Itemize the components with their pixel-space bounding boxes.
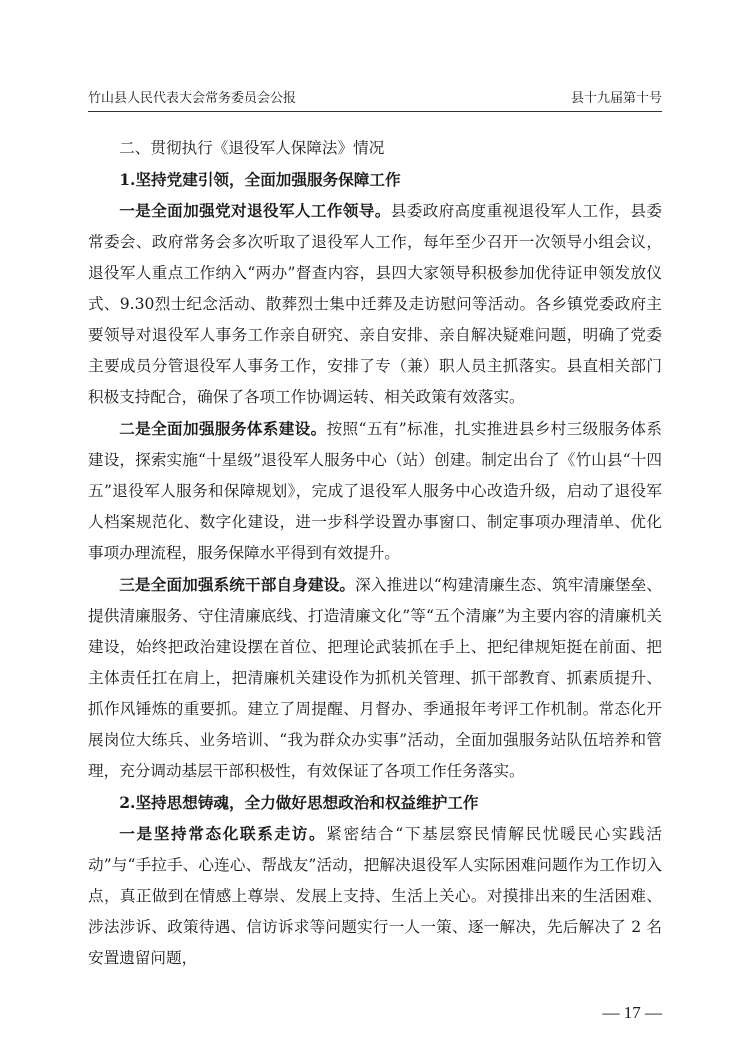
header-publication-title: 竹山县人民代表大会常务委员会公报 [88,91,297,106]
subsection-heading-2: 2.坚持思想铸魂，全力做好思想政治和权益维护工作 [119,793,479,812]
section-heading: 二、贯彻执行《退役军人保障法》情况 [119,139,385,157]
header-divider [88,111,662,112]
paragraph-1-lead: 一是全面加强党对退役军人工作领导。 [119,201,391,220]
paragraph-2-lead: 二是全面加强服务体系建设。 [119,419,327,438]
page-header [88,88,662,110]
paragraph-3 [88,569,662,787]
paragraph-1 [88,195,662,413]
subsection-heading-1: 1.坚持党建引领，全面加强服务保障工作 [119,170,401,189]
page-number: — 17 — [602,1003,662,1022]
paragraph-2-text: 按照“五有”标准，扎实推进县乡村三级服务体系建设，探索实施“十星级”退役军人服务中心（站）创建。制定出台了《竹山县“十四五”退役军人服务和保障规划》，完成了退役军人服务中心改造升级，启动了退役军人档案规范化、数字化建设，进一步科学设置办事窗口、制定事项办理清单、优化事项办理流程，服务保障水平得到有效提升。 [88,420,662,562]
paragraph-2 [88,413,662,569]
paragraph-4-text: 紧密结合“下基层察民情解民忧暖民心实践活动”与“手拉手、心连心、帮战友”活动，把解决退役军人实际困难问题作为工作切入点，真正做到在情感上尊崇、发展上支持、生活上关心。对摸排出来的生活困难、涉法涉诉、政策待遇、信访诉求等问题实行一人一策、逐一解决，先后解决了 2 名安置遗留问题， [88,825,662,967]
paragraph-1-text: 县委政府高度重视退役军人工作，县委常委会、政府常务会多次听取了退役军人工作，每年至少召开一次领导小组会议，退役军人重点工作纳入“两办”督查内容，县四大家领导积极参加优待证申领发放仪式、9.30烈士纪念活动、散葬烈士集中迁葬及走访慰问等活动。各乡镇党委政府主要领导对退役军人事务工作亲自研究、亲自安排、亲自解决疑难问题，明确了党委主要成员分管退役军人事务工作，安排了专（兼）职人员主抓落实。县直相关部门积极支持配合，确保了各项工作协调运转、相关政策有效落实。 [88,202,662,406]
paragraph-4 [88,818,662,974]
document-body [88,133,662,974]
header-issue-number: 县十九届第十号 [570,91,662,106]
paragraph-4-lead: 一是坚持常态化联系走访。 [119,824,327,843]
paragraph-3-text: 深入推进以“构建清廉生态、筑牢清廉堡垒、提供清廉服务、守住清廉底线、打造清廉文化”等“五个清廉”为主要内容的清廉机关建设，始终把政治建设摆在首位、把理论武装抓在手上、把纪律规矩挺在前面、把主体责任扛在肩上，把清廉机关建设作为抓机关管理、抓干部教育、抓素质提升、抓作风锤炼的重要抓。建立了周提醒、月督办、季通报年考评工作机制。常态化开展岗位大练兵、业务培训、“我为群众办实事”活动，全面加强服务站队伍培养和管理，充分调动基层干部积极性，有效保证了各项工作任务落实。 [88,576,662,780]
paragraph-3-lead: 三是全面加强系统干部自身建设。 [119,575,356,594]
